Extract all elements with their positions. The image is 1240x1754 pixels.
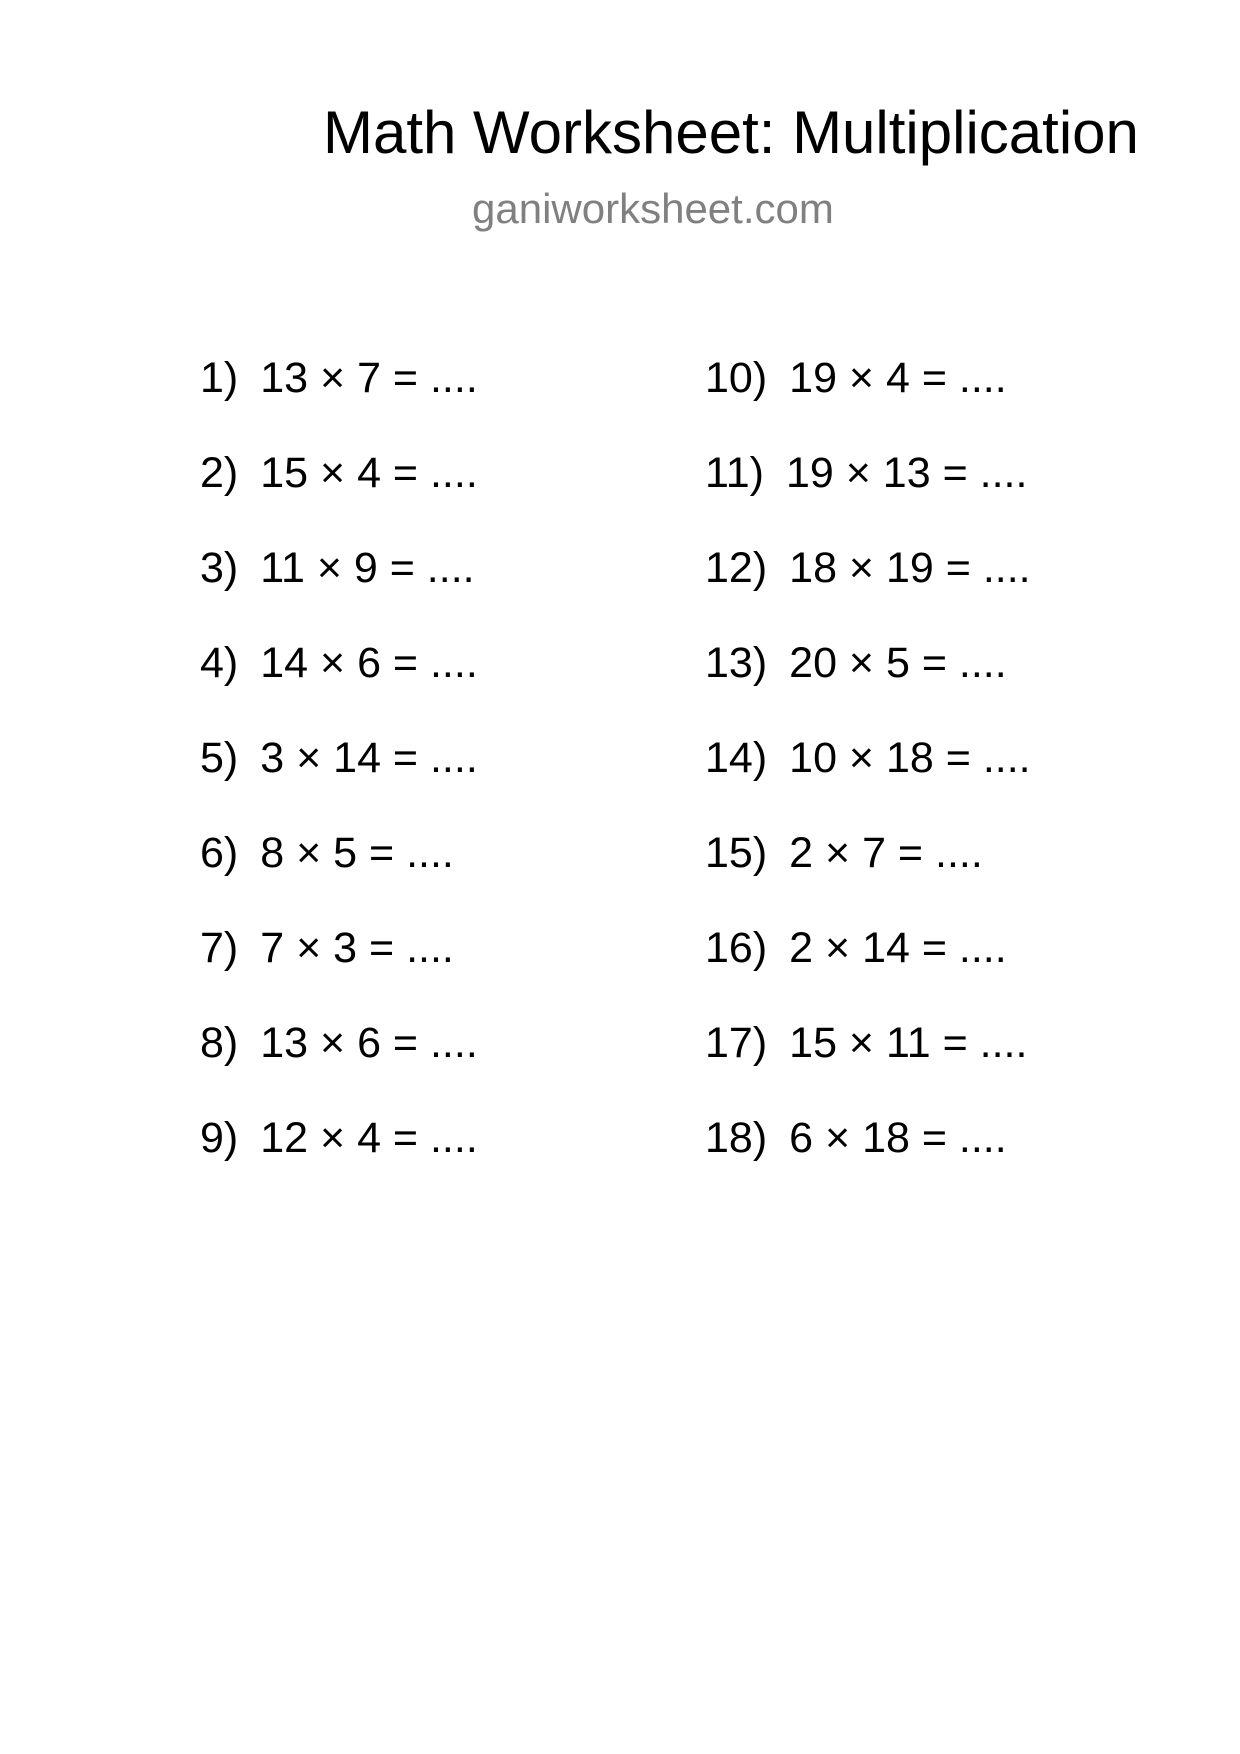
problem-number: 2) xyxy=(200,449,239,497)
problem-expression: 19 × 13 = .... xyxy=(785,449,1028,497)
problem-item xyxy=(705,827,1031,922)
problem-expression: 15 × 4 = .... xyxy=(260,449,478,497)
problem-expression: 8 × 5 = .... xyxy=(260,829,454,877)
problem-number: 8) xyxy=(200,1019,239,1067)
worksheet-title: Math Worksheet: Multiplication xyxy=(323,99,1139,166)
problem-expression: 10 × 18 = .... xyxy=(789,734,1031,782)
problem-expression: 15 × 11 = .... xyxy=(789,1019,1028,1067)
problem-number: 6) xyxy=(200,829,239,877)
problem-number: 13) xyxy=(705,639,768,687)
problem-number: 3) xyxy=(200,544,239,592)
problem-expression: 11 × 9 = .... xyxy=(260,544,475,592)
problem-item xyxy=(200,352,478,447)
problem-expression: 20 × 5 = .... xyxy=(789,639,1007,687)
problem-item xyxy=(705,732,1031,827)
problem-item xyxy=(705,1017,1031,1112)
problem-number: 9) xyxy=(200,1114,239,1162)
problem-expression: 2 × 14 = .... xyxy=(789,924,1007,972)
problem-item xyxy=(200,447,478,542)
problem-number: 18) xyxy=(705,1114,768,1162)
problem-expression: 12 × 4 = .... xyxy=(260,1114,478,1162)
problem-item xyxy=(200,542,478,637)
problem-item xyxy=(200,922,478,1017)
problem-expression: 19 × 4 = .... xyxy=(789,354,1007,402)
problem-expression: 7 × 3 = .... xyxy=(260,924,454,972)
problem-number: 4) xyxy=(200,639,239,687)
problem-number: 12) xyxy=(705,544,768,592)
problem-item xyxy=(200,637,478,732)
problem-number: 17) xyxy=(705,1019,768,1067)
problem-item xyxy=(200,1017,478,1112)
problem-item xyxy=(705,922,1031,1017)
problem-expression: 2 × 7 = .... xyxy=(789,829,983,877)
problem-expression: 6 × 18 = .... xyxy=(789,1114,1007,1162)
problem-number: 11) xyxy=(705,449,764,497)
problem-number: 10) xyxy=(705,354,768,402)
problem-item xyxy=(200,732,478,827)
problem-expression: 13 × 6 = .... xyxy=(260,1019,478,1067)
problem-expression: 14 × 6 = .... xyxy=(260,639,478,687)
problem-number: 15) xyxy=(705,829,768,877)
problem-number: 7) xyxy=(200,924,239,972)
problem-item xyxy=(705,542,1031,637)
problem-item xyxy=(705,637,1031,732)
problem-item xyxy=(200,1112,478,1207)
problems-column-right xyxy=(705,352,1031,1207)
problem-item xyxy=(705,1112,1031,1207)
problem-number: 14) xyxy=(705,734,768,782)
problem-item xyxy=(200,827,478,922)
problems-column-left xyxy=(200,352,478,1207)
problem-number: 16) xyxy=(705,924,768,972)
problem-expression: 13 × 7 = .... xyxy=(260,354,478,402)
problem-item xyxy=(705,352,1031,447)
problem-number: 1) xyxy=(200,354,239,402)
site-name: ganiworksheet.com xyxy=(472,185,834,232)
problem-item xyxy=(705,447,1031,542)
problem-expression: 18 × 19 = .... xyxy=(789,544,1031,592)
problem-expression: 3 × 14 = .... xyxy=(260,734,478,782)
problem-number: 5) xyxy=(200,734,239,782)
